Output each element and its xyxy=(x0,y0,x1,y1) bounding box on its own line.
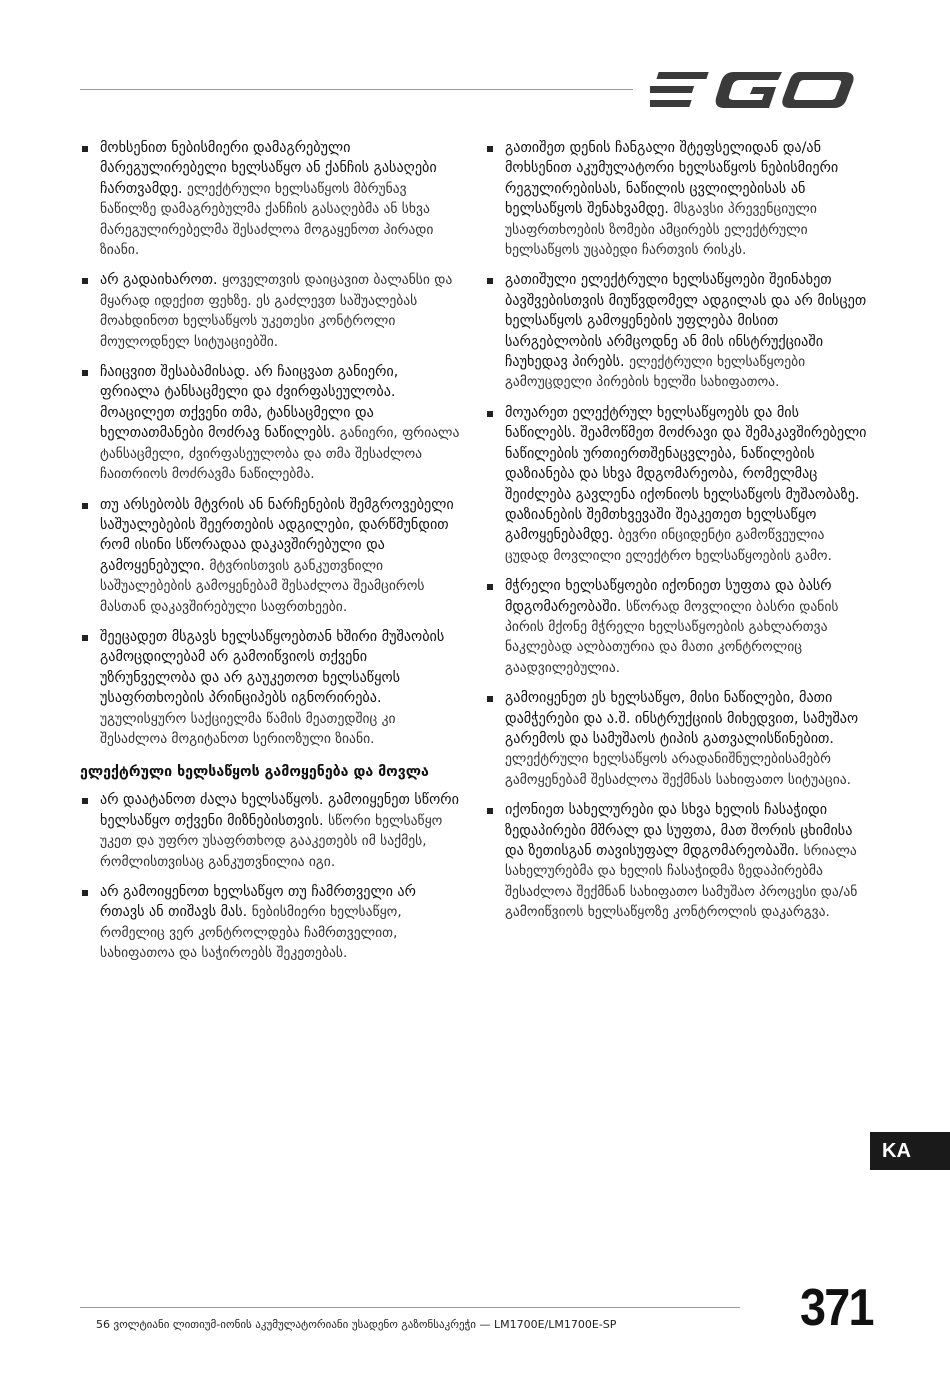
list-item: თუ არსებობს მტვრის ან ნარჩენების შემგროვებელი საშუალებების შეერთების ადგილები, დარწმუნდით რომ ისინი სწორადაა დაკავშირებული და გამოყენებული. მტვრისთვის განკუთვნილი საშუალებების გამოყენებამ შესაძლოა შეამციროს მასთან დაკავშირებული საფრთხეები. xyxy=(80,495,462,617)
footer-divider xyxy=(80,1307,740,1308)
right-column xyxy=(485,138,867,933)
safety-list-tool-use xyxy=(80,790,462,963)
list-item: მოხსენით ნებისმიერი დამაგრებული მარეგულირებელი ხელსაწყო ან ქანჩის გასაღები ჩართვამდე. ელექტრული ხელსაწყოს მბრუნავ ნაწილზე დამაგრებულმა ქანჩის გასაღებმა ან სხვა მარეგულირებელმა შესაძლოა მოგაყენოთ პირადი ზიანი. xyxy=(80,138,462,260)
list-item: შეეცადეთ მსგავს ხელსაწყოებთან ხშირი მუშაობის გამოცდილებამ არ გამოიწვიოს თქვენი უზრუნველობა და არ გაუკეთოთ ხელსაწყოს უსაფრთხოების პრინციპებს იგნორირება. უგულისყურო საქციელმა წამის მეათედშიც კი შესაძლოა მოგიტანოთ სერიოზული ზიანი. xyxy=(80,627,462,749)
list-item: იქონიეთ სახელურები და სხვა ხელის ჩასაჭიდი ზედაპირები მშრალ და სუფთა, მათ შორის ცხიმისა და ზეთისგან თავისუფალ მდგომარეობაში. სრიალა სახელურებმა და ხელის ჩასაჭიდმა ზედაპირებმა შესაძლოა შექმნან სახიფათო სამუშაო პროცესი და/ან გამოიწვიოს ხელსაწყოზე კონტროლის დაკარგვა. xyxy=(485,800,867,922)
header-divider xyxy=(80,89,633,90)
ego-logo xyxy=(650,68,860,112)
list-item: გათიშეთ დენის ჩანგალი შტეფსელიდან და/ან მოხსენით აკუმულატორი ხელსაწყოს ნებისმიერი რეგულირებისას, ნაწილის ცვლილებისას ან ხელსაწყოს შენახვამდე. მსგავსი პრევენციული უსაფრთხოების ზომები ამცირებს ელექტრული ხელსაწყოს უცაბედი ჩართვის რისკს. xyxy=(485,138,867,260)
list-item: გამოიყენეთ ეს ხელსაწყო, მისი ნაწილები, მათი დამჭერები და ა.შ. ინსტრუქციის მიხედვით, სამუშაო გარემოს და სამუშაოს ტიპის გათვალისწინებით. ელექტრული ხელსაწყოს არადანიშნულებისამებრ გამოყენებამ შესაძლოა შექმნას სახიფათო სიტუაცია. xyxy=(485,688,867,790)
page-number: 371 xyxy=(800,1279,873,1337)
safety-list-personal xyxy=(80,138,462,749)
list-item: ჩაიცვით შესაბამისად. არ ჩაიცვათ განიერი, ფრიალა ტანსაცმელი და ძვირფასეულობა. მოაცილეთ თქვენი თმა, ტანსაცმელი და ხელთათმანები მოძრავ ნაწილებს. განიერი, ფრიალა ტანსაცმელი, ძვირფასეულობა და თმა შესაძლოა ჩაითრიოს მოძრავმა ნაწილებმა. xyxy=(80,362,462,484)
language-tab: KA xyxy=(870,1132,950,1170)
list-item: არ დაატანოთ ძალა ხელსაწყოს. გამოიყენეთ სწორი ხელსაწყო თქვენი მიზნებისთვის. სწორი ხელსაწყო უკეთ და უფრო უსაფრთხოდ გააკეთებს იმ საქმეს, რომლისთვისაც განკუთვნილია იგი. xyxy=(80,790,462,872)
footer-product-title: 56 ვოლტიანი ლითიუმ-იონის აკუმულატორიანი უსადენო გაზონსაკრეჭი — LM1700E/LM1700E-SP xyxy=(96,1318,617,1331)
list-item: მჭრელი ხელსაწყოები იქონიეთ სუფთა და ბასრ მდგომარეობაში. სწორად მოვლილი ბასრი დანის პირის მქონე მჭრელი ხელსაწყოების გახლართვა ნაკლებად ალბათურია და მათი კონტროლიც გაადვილებულია. xyxy=(485,576,867,678)
left-column xyxy=(80,138,462,974)
section-heading: ელექტრული ხელსაწყოს გამოყენება და მოვლა xyxy=(80,764,429,781)
list-item: გათიშული ელექტრული ხელსაწყოები შეინახეთ ბავშვებისთვის მიუწვდომელ ადგილას და არ მისცეთ ხელსაწყოს გამოყენების უფლება მისით სარგებლობის არმცოდნე ან მის ინსტრუქციაში ჩაუხედავ პირებს. ელექტრული ხელსაწყოები გამოუცდელი პირების ხელში სახიფათოა. xyxy=(485,270,867,392)
safety-list-maintenance xyxy=(485,138,867,923)
list-item: არ გადაიხაროთ. ყოველთვის დაიცავით ბალანსი და მყარად იდექით ფეხზე. ეს გაძლევთ საშუალებას მოახდინოთ ხელსაწყოს უკეთესი კონტროლი მოულოდნელ სიტუაციებში. xyxy=(80,270,462,352)
list-item: არ გამოიყენოთ ხელსაწყო თუ ჩამრთველი არ რთავს ან თიშავს მას. ნებისმიერი ხელსაწყო, რომელიც ვერ კონტროლდება ჩამრთველით, სახიფათოა და საჭიროებს შეკეთებას. xyxy=(80,882,462,964)
list-item: მოუარეთ ელექტრულ ხელსაწყოებს და მის ნაწილებს. შეამოწმეთ მოძრავი და შემაკავშირებელი ნაწილების ურთიერთშენაცვლება, ნაწილების დაზიანება და სხვა მდგომარეობა, რომელმაც შეიძლება გავლენა იქონიოს ხელსაწყოს მუშაობაზე. დაზიანების შემთხვევაში შეაკეთეთ ხელსაწყო გამოყენებამდე. ბევრი ინციდენტი გამოწვეულია ცუდად მოვლილი ელექტრო ხელსაწყოების გამო. xyxy=(485,403,867,566)
